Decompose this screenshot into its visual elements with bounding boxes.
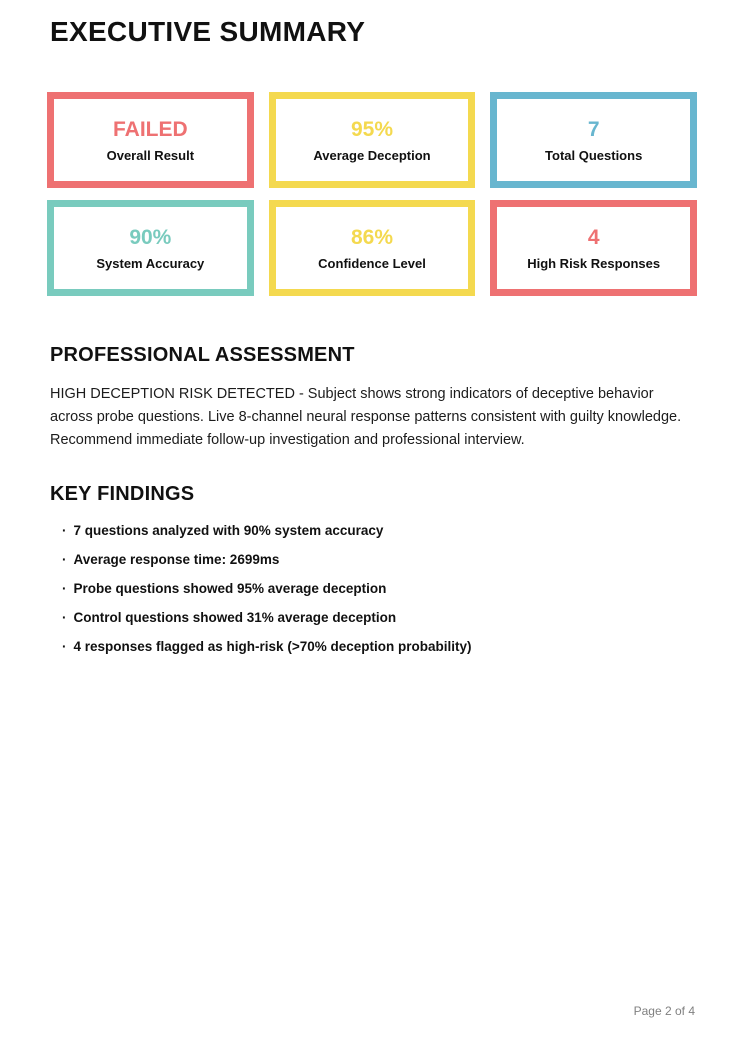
stat-card-overall-result bbox=[47, 92, 254, 188]
summary-cards-grid bbox=[47, 92, 697, 296]
stat-card-high-risk-responses bbox=[490, 200, 697, 296]
stat-card-system-accuracy bbox=[47, 200, 254, 296]
key-findings-heading: KEY FINDINGS bbox=[50, 483, 195, 505]
stat-value: 7 bbox=[587, 117, 600, 141]
stat-card-confidence-level bbox=[269, 200, 476, 296]
stat-value: 86% bbox=[350, 225, 393, 249]
stat-label: Confidence Level bbox=[318, 255, 426, 271]
key-finding-item: · Probe questions showed 95% average deception bbox=[62, 582, 471, 596]
stat-label: High Risk Responses bbox=[527, 255, 661, 271]
stat-card-average-deception bbox=[269, 92, 476, 188]
page-title: EXECUTIVE SUMMARY bbox=[50, 16, 366, 47]
stat-label: Overall Result bbox=[106, 147, 195, 163]
professional-assessment-heading: PROFESSIONAL ASSESSMENT bbox=[50, 344, 355, 366]
stat-label: Average Deception bbox=[313, 147, 431, 163]
page-number: Page 2 of 4 bbox=[633, 1004, 695, 1018]
stat-value: 4 bbox=[587, 225, 600, 249]
stat-card-total-questions bbox=[490, 92, 697, 188]
key-findings-list bbox=[62, 524, 471, 669]
stat-label: Total Questions bbox=[545, 147, 643, 163]
stat-value: 95% bbox=[350, 117, 393, 141]
professional-assessment-body: HIGH DECEPTION RISK DETECTED - Subject shows strong indicators of deceptive behavior across probe questions. Live 8-channel neural response patterns consistent with guilty knowledge. Recommend immediate follow-up investigation and professional interview. bbox=[50, 386, 682, 448]
stat-value: FAILED bbox=[112, 117, 188, 141]
stat-label: System Accuracy bbox=[96, 255, 205, 271]
stat-value: 90% bbox=[129, 225, 172, 249]
key-finding-item: · 4 responses flagged as high-risk (>70% deception probability) bbox=[62, 640, 471, 654]
key-finding-item: · Control questions showed 31% average deception bbox=[62, 611, 471, 625]
key-finding-item: · Average response time: 2699ms bbox=[62, 553, 471, 567]
key-finding-item: · 7 questions analyzed with 90% system accuracy bbox=[62, 524, 471, 538]
